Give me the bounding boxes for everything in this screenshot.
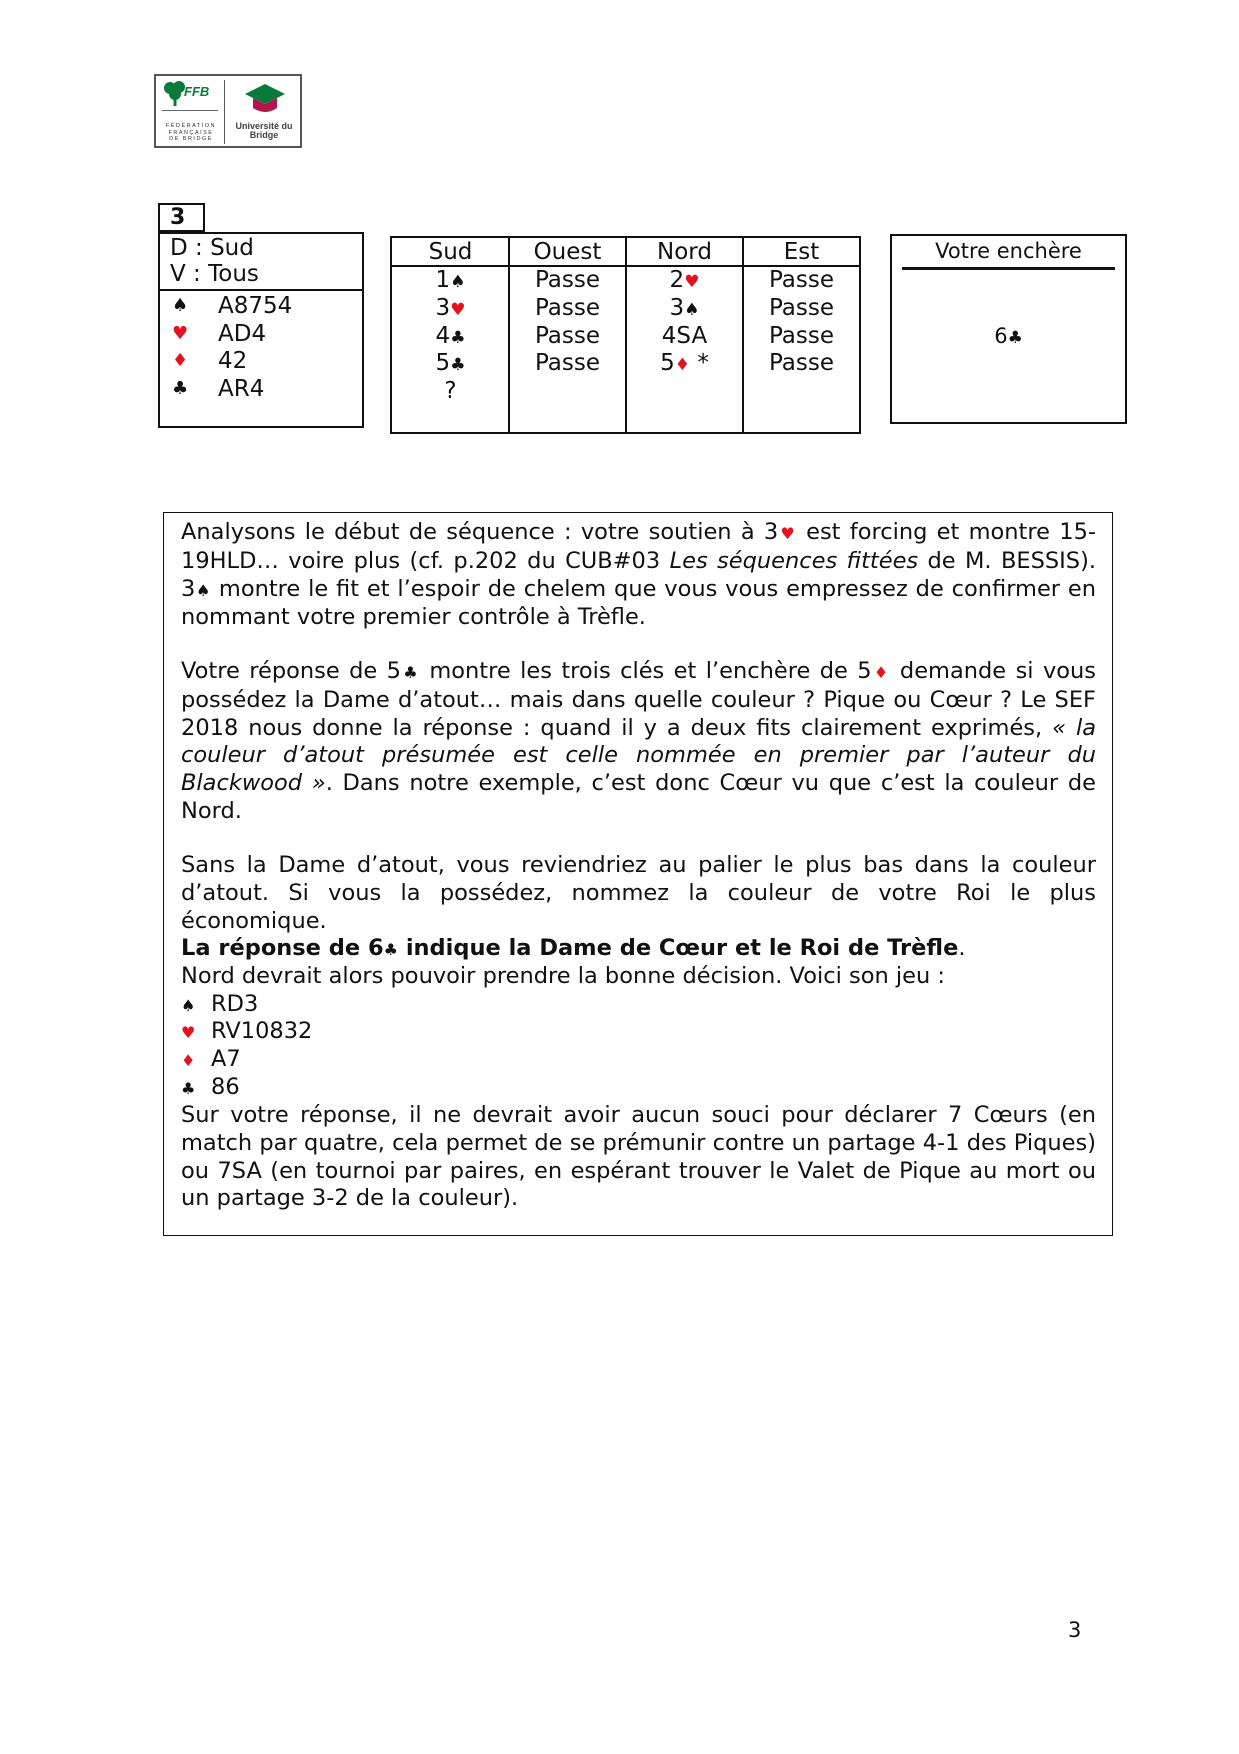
north-diamonds: ♦ A7 bbox=[181, 1046, 241, 1075]
north-hearts: ♥ RV10832 bbox=[181, 1018, 312, 1047]
auction-call: Passe bbox=[768, 267, 835, 293]
auction-call: ? bbox=[444, 378, 457, 404]
analysis-paragraph-3: Sans la Dame d’atout, vous reviendriez au palier le plus bas dans la couleur d’atout. Si vous la possédez, nommez la couleur de votre Roi le plus économique. La réponse de 6♣ indique la Dame de Cœur et le Roi de Trèfle. bbox=[181, 852, 1096, 962]
auction-call: 5♣ bbox=[435, 350, 466, 376]
spade-cards: A8754 bbox=[218, 293, 293, 319]
diamond-icon: ♦ bbox=[181, 1051, 196, 1070]
analysis-paragraph-4: Nord devrait alors pouvoir prendre la bonne décision. Voici son jeu : bbox=[181, 963, 945, 989]
auction-call: Passe bbox=[534, 350, 601, 376]
club-icon: ♣ bbox=[172, 378, 189, 399]
federation-text: FÉDÉRATION FRANÇAISE DE BRIDGE bbox=[165, 123, 217, 142]
logo-divider bbox=[224, 80, 225, 144]
votre-enchere-title: Votre enchère bbox=[935, 239, 1082, 263]
auction-call: Passe bbox=[768, 350, 835, 376]
auction-header-nord: Nord bbox=[657, 239, 712, 265]
analysis-paragraph-2: Votre réponse de 5♣ montre les trois clés et l’enchère de 5♦ demande si vous possédez la Dame d’atout… mais dans quelle couleur ? Pique ou Cœur ? Le SEF 2018 nous donne la réponse : quand il y a deux fits clairement exprimés, « la couleur d’atout présumée est celle nommée en premier par l’auteur du Blackwood ». Dans notre exemple, c’est donc Cœur vu que c’est la couleur de Nord. bbox=[181, 658, 1097, 824]
auction-header-sud: Sud bbox=[428, 239, 473, 265]
hand-separator bbox=[160, 289, 362, 291]
auction-call: 4SA bbox=[661, 323, 708, 349]
auction-call: Passe bbox=[534, 295, 601, 321]
vulnerability-label: V : Tous bbox=[170, 261, 259, 287]
spade-icon: ♠ bbox=[181, 996, 196, 1015]
auction-call: 5♦ * bbox=[660, 350, 709, 376]
north-spades: ♠ RD3 bbox=[181, 991, 258, 1020]
club-cards: AR4 bbox=[218, 376, 265, 402]
universite-text: Université du Bridge bbox=[235, 121, 293, 140]
diamond-icon: ♦ bbox=[674, 355, 691, 375]
auction-call: 2♥ bbox=[669, 267, 700, 293]
votre-enchere-box bbox=[890, 234, 1127, 424]
votre-enchere-rule bbox=[902, 267, 1115, 270]
diamond-icon: ♦ bbox=[172, 350, 189, 371]
auction-call: 3♥ bbox=[435, 295, 466, 321]
deal-number: 3 bbox=[158, 203, 205, 232]
logo-rule bbox=[162, 110, 218, 111]
diamond-cards: 42 bbox=[218, 348, 248, 374]
auction-header-ouest: Ouest bbox=[533, 239, 602, 265]
graduation-cap-icon bbox=[244, 82, 286, 118]
analysis-paragraph-5: Sur votre réponse, il ne devrait avoir aucun souci pour déclarer 7 Cœurs (en match par quatre, cela permet de se prémunir contre un partage 4-1 des Piques) ou 7SA (en tournoi par paires, en espérant trouver le Valet de Pique au mort ou un partage 3-2 de la couleur). bbox=[181, 1102, 1096, 1212]
club-icon: ♣ bbox=[450, 328, 466, 348]
auction-call: Passe bbox=[534, 267, 601, 293]
ffb-logo bbox=[154, 74, 302, 148]
ffb-text: FFB bbox=[184, 84, 210, 99]
bid-level: 6 bbox=[994, 324, 1008, 348]
heart-icon: ♥ bbox=[450, 300, 466, 320]
auction-call: Passe bbox=[768, 295, 835, 321]
suggested-bid bbox=[892, 322, 1125, 352]
club-icon: ♣ bbox=[1007, 328, 1023, 348]
club-icon: ♣ bbox=[383, 940, 398, 960]
spade-icon: ♠ bbox=[195, 580, 212, 600]
heart-icon: ♥ bbox=[172, 323, 189, 344]
heart-icon: ♥ bbox=[684, 272, 700, 292]
auction-table bbox=[390, 236, 861, 434]
page-number: 3 bbox=[1068, 1618, 1082, 1642]
analysis-box bbox=[163, 512, 1113, 1236]
spade-icon: ♠ bbox=[684, 300, 700, 320]
spade-icon: ♠ bbox=[450, 272, 466, 292]
auction-call: Passe bbox=[534, 323, 601, 349]
club-icon: ♣ bbox=[181, 1079, 196, 1098]
auction-call: 1♠ bbox=[435, 267, 466, 293]
diamond-icon: ♦ bbox=[871, 663, 891, 682]
spade-icon: ♠ bbox=[172, 295, 189, 316]
analysis-paragraph-1: Analysons le début de séquence : votre soutien à 3♥ est forcing et montre 15-19HLD… voire plus (cf. p.202 du CUB#03 Les séquences fittées de M. BESSIS). 3♠ montre le fit et l’espoir de chelem que vous vous empressez de confirmer en nommant votre premier contrôle à Trèfle. bbox=[181, 519, 1097, 631]
dealer-label: D : Sud bbox=[170, 235, 254, 261]
club-icon: ♣ bbox=[401, 663, 420, 682]
club-icon: ♣ bbox=[450, 355, 466, 375]
auction-call: 3♠ bbox=[669, 295, 700, 321]
auction-header-est: Est bbox=[783, 239, 820, 265]
south-hand-box bbox=[158, 232, 364, 428]
heart-icon: ♥ bbox=[778, 524, 797, 543]
auction-call: 4♣ bbox=[435, 323, 466, 349]
heart-icon: ♥ bbox=[181, 1023, 196, 1042]
auction-call: Passe bbox=[768, 323, 835, 349]
north-clubs: ♣ 86 bbox=[181, 1074, 240, 1103]
alert-asterisk: * bbox=[690, 350, 709, 376]
heart-cards: AD4 bbox=[218, 321, 267, 347]
